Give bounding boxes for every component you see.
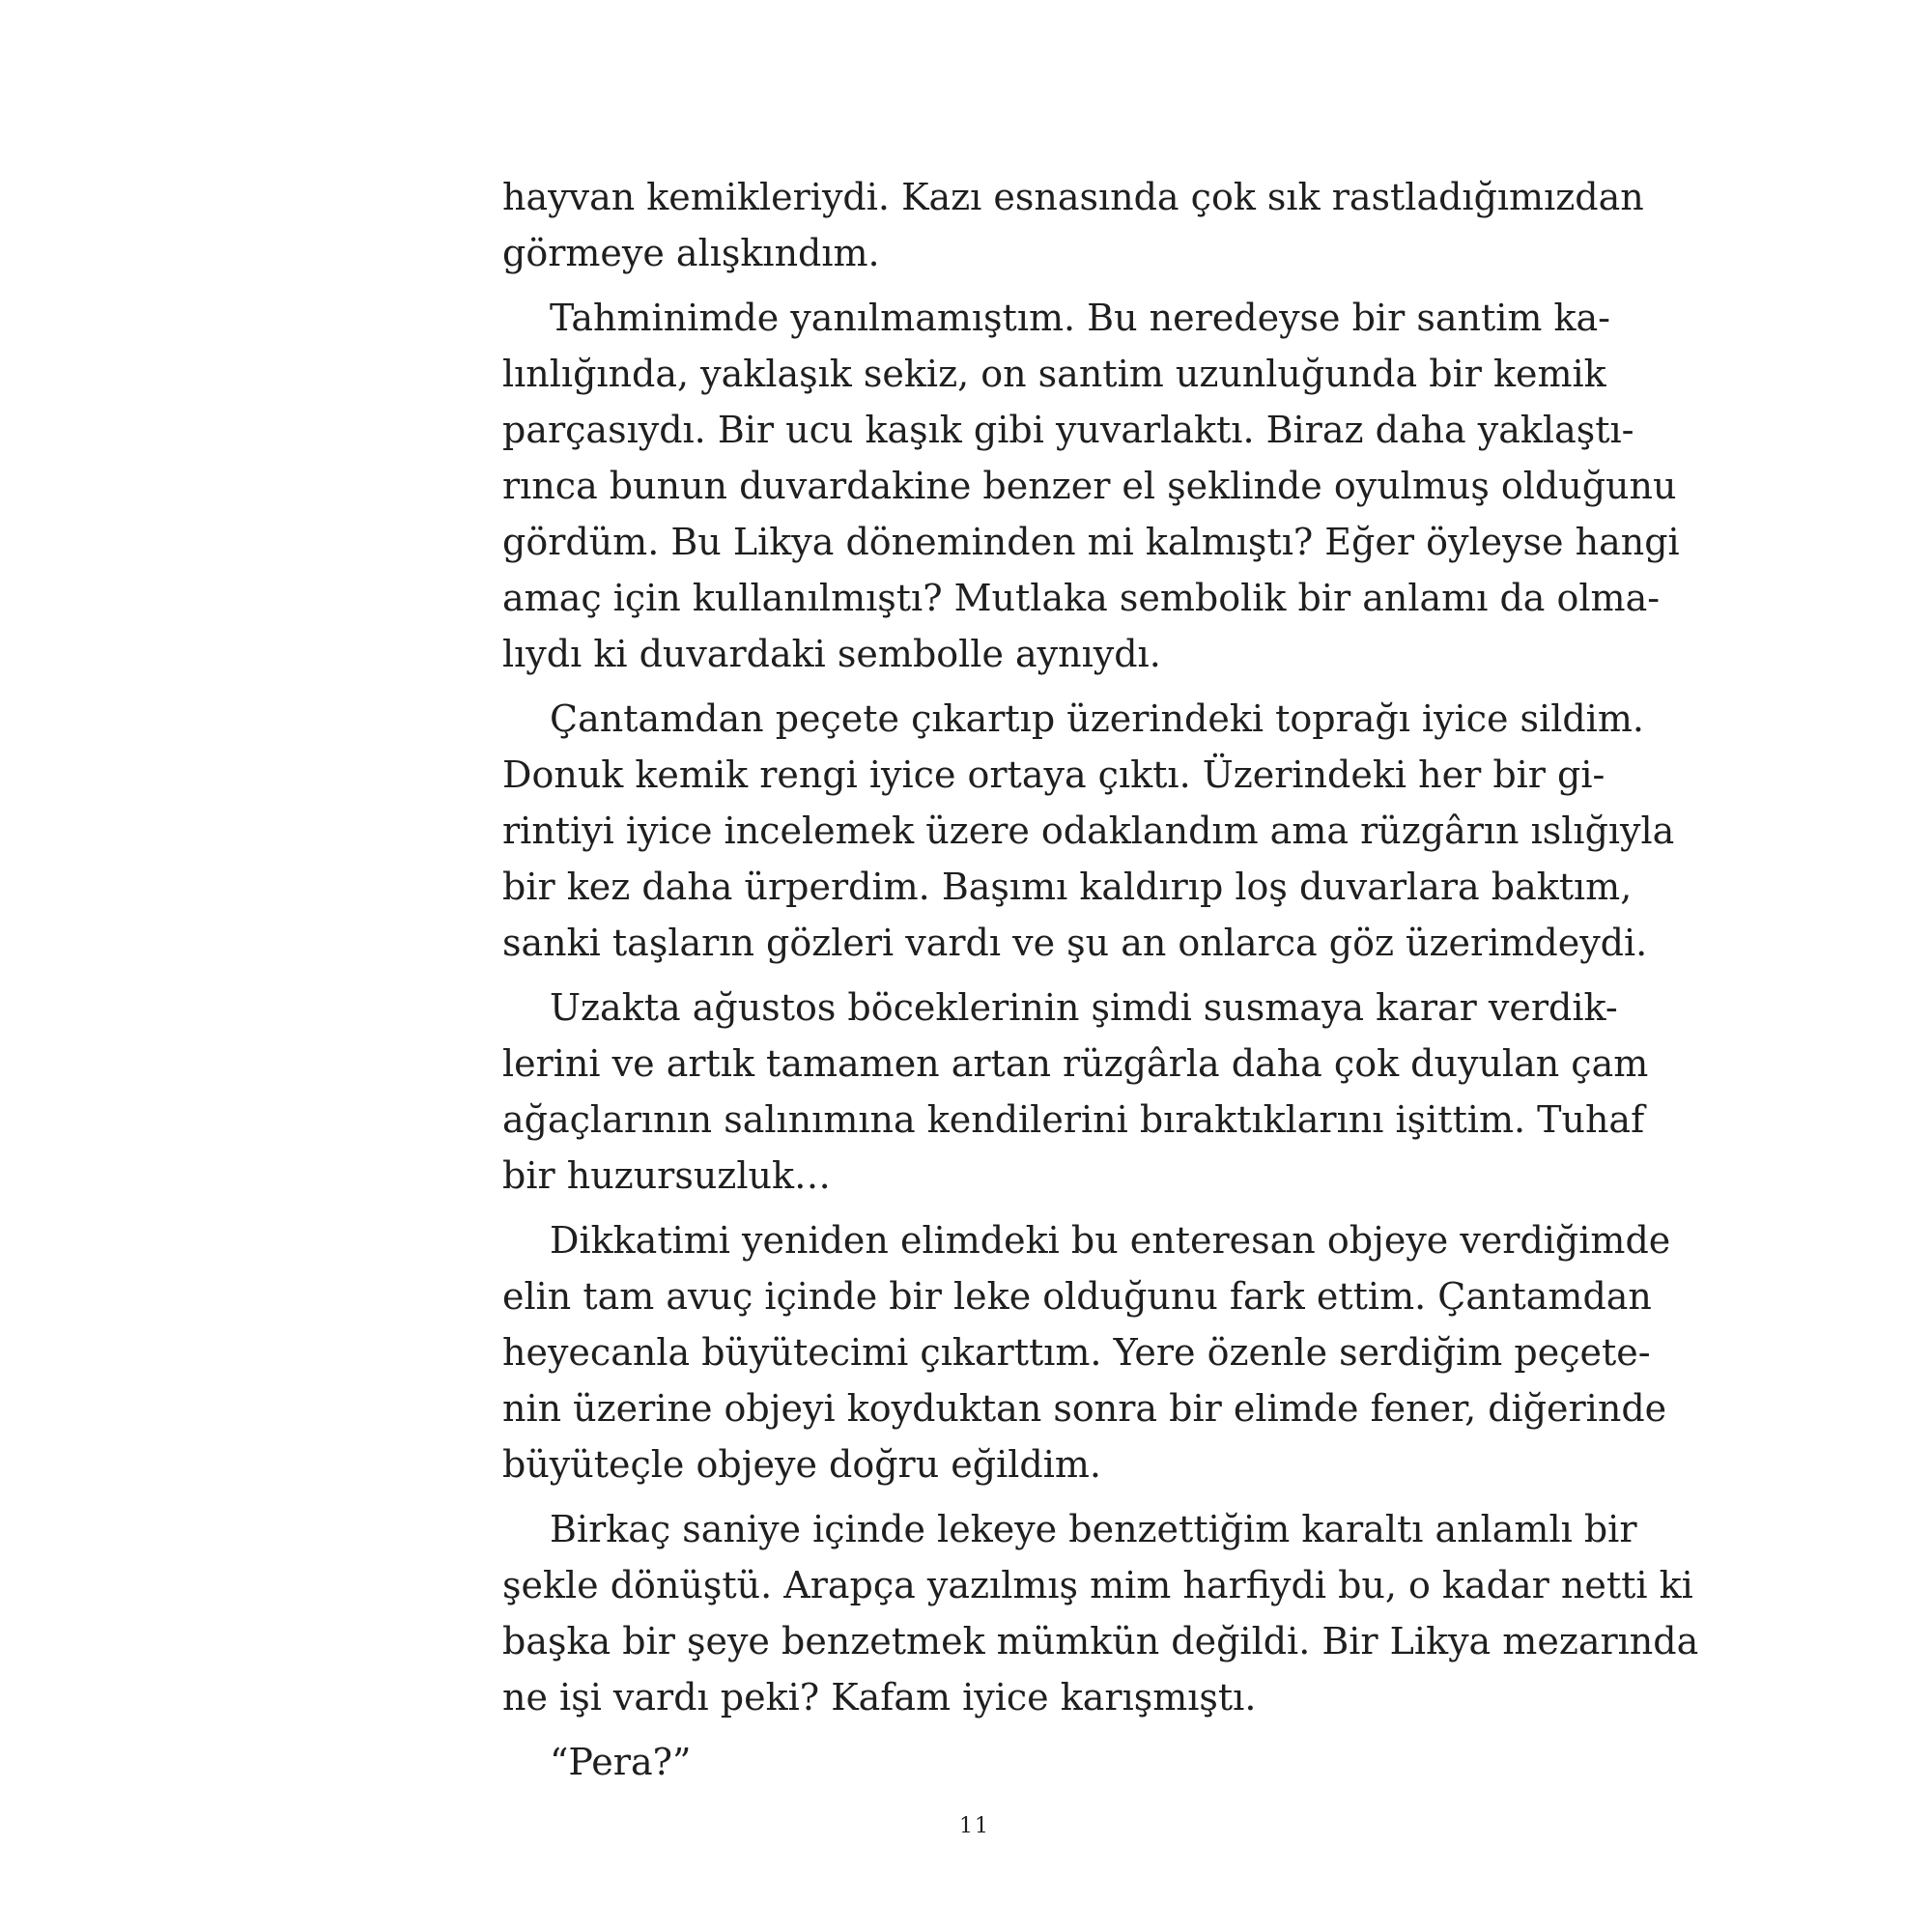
- text-line: bir kez daha ürperdim. Başımı kaldırıp loş duvarlara baktım,: [502, 866, 1633, 908]
- paragraph: [502, 169, 1644, 281]
- text-line: heyecanla büyütecimi çıkarttım. Yere özenle serdiğim peçete-: [502, 1331, 1651, 1374]
- paragraph: [502, 1501, 1699, 1725]
- paragraph: [502, 290, 1680, 682]
- text-line: gördüm. Bu Likya döneminden mi kalmıştı? Eğer öyleyse hangi: [502, 521, 1680, 563]
- text-line: hayvan kemikleriydi. Kazı esnasında çok sık rastladığımızdan: [502, 176, 1644, 218]
- paragraph-gap: [502, 682, 1449, 691]
- text-line: nin üzerine objeyi koyduktan sonra bir elimde fener, diğerinde: [502, 1387, 1667, 1430]
- body-text: [502, 169, 1699, 1790]
- paragraph: [502, 1212, 1671, 1492]
- text-line: ne işi vardı peki? Kafam iyice karışmıştı.: [502, 1676, 1257, 1719]
- text-line: Birkaç saniye içinde lekeye benzettiğim karaltı anlamlı bir: [550, 1508, 1637, 1550]
- text-line: şekle dönüştü. Arapça yazılmış mim harfiydi bu, o kadar netti ki: [502, 1564, 1693, 1606]
- text-line: büyüteçle objeye doğru eğildim.: [502, 1443, 1101, 1486]
- text-line: lıydı ki duvardaki sembolle aynıydı.: [502, 633, 1161, 675]
- text-line: ağaçlarının salınımına kendilerini bıraktıklarını işittim. Tuhaf: [502, 1098, 1645, 1141]
- paragraph: [502, 980, 1649, 1204]
- text-line: sanki taşların gözleri vardı ve şu an onlarca göz üzerimdeydi.: [502, 922, 1648, 964]
- page-number: 11: [959, 1814, 990, 1838]
- text-line: elin tam avuç içinde bir leke olduğunu fark ettim. Çantamdan: [502, 1275, 1652, 1318]
- text-line: Tahminimde yanılmamıştım. Bu neredeyse bir santim ka-: [550, 297, 1611, 339]
- text-line: Dikkatimi yeniden elimdeki bu enteresan objeye verdiğimde: [550, 1219, 1671, 1262]
- paragraph: [502, 691, 1675, 971]
- text-line: görmeye alışkındım.: [502, 232, 880, 274]
- paragraph-gap: [502, 1204, 1449, 1212]
- text-line: Çantamdan peçete çıkartıp üzerindeki toprağı iyice sildim.: [550, 697, 1644, 740]
- text-line: amaç için kullanılmıştı? Mutlaka sembolik bir anlamı da olma-: [502, 577, 1661, 619]
- text-line: lınlığında, yaklaşık sekiz, on santim uzunluğunda bir kemik: [502, 353, 1606, 395]
- text-line: “Pera?”: [550, 1741, 692, 1783]
- text-line: bir huzursuzluk…: [502, 1154, 831, 1197]
- text-line: başka bir şeye benzetmek mümkün değildi. Bir Likya mezarında: [502, 1620, 1699, 1662]
- text-line: lerini ve artık tamamen artan rüzgârla daha çok duyulan çam: [502, 1042, 1649, 1085]
- text-line: Donuk kemik rengi iyice ortaya çıktı. Üzerindeki her bir gi-: [502, 753, 1605, 796]
- paragraph: [502, 1734, 1449, 1790]
- paragraph-gap: [502, 1725, 1449, 1734]
- text-line: rintiyi iyice incelemek üzere odaklandım ama rüzgârın ıslığıyla: [502, 810, 1675, 852]
- paragraph-gap: [502, 281, 1449, 290]
- text-line: Uzakta ağustos böceklerinin şimdi susmaya karar verdik-: [550, 986, 1618, 1029]
- text-line: parçasıydı. Bir ucu kaşık gibi yuvarlaktı. Biraz daha yaklaştı-: [502, 409, 1634, 451]
- text-line: rınca bunun duvardakine benzer el şeklinde oyulmuş olduğunu: [502, 465, 1677, 507]
- paragraph-gap: [502, 971, 1449, 980]
- paragraph-gap: [502, 1492, 1449, 1501]
